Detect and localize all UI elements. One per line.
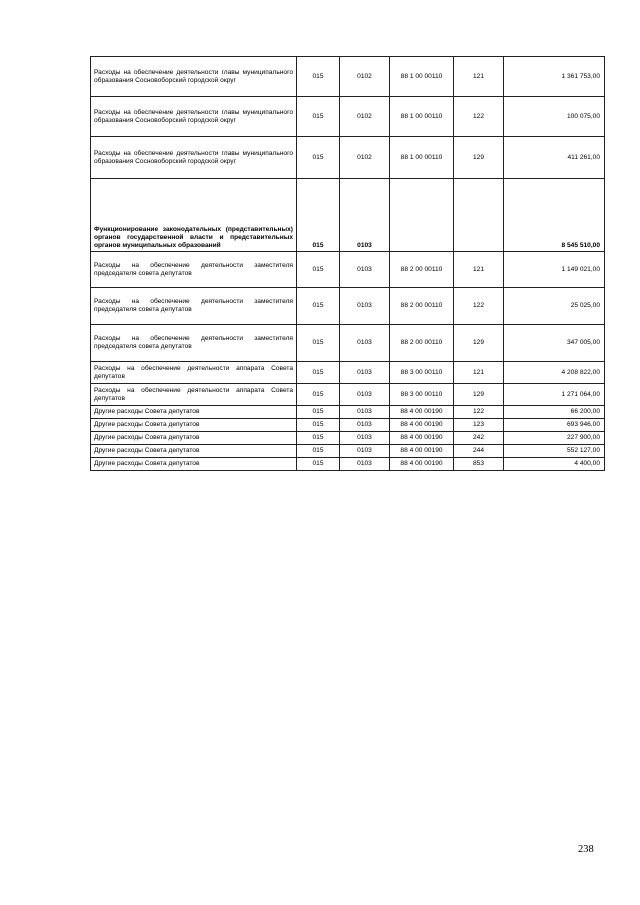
cell-rzpr: 0102 [340,57,390,97]
cell-vr: 123 [454,419,504,432]
table-row [91,252,605,288]
cell-amount: 100 075,00 [504,97,605,137]
cell-rzpr: 0103 [340,179,390,252]
budget-table-body [91,57,605,471]
cell-name: Другие расходы Совета депутатов [91,458,297,471]
cell-amount: 552 127,00 [504,445,605,458]
cell-rzpr: 0103 [340,406,390,419]
cell-amount: 4 208 822,00 [504,362,605,384]
cell-name: Функционирование законодательных (представительных) органов государственной власти и представительных органов муниципальных образований [91,179,297,252]
cell-rzpr: 0102 [340,137,390,179]
cell-csr [390,179,454,252]
cell-amount: 1 361 753,00 [504,57,605,97]
cell-rzpr: 0103 [340,432,390,445]
budget-table [90,56,605,471]
cell-name: Другие расходы Совета депутатов [91,445,297,458]
cell-csr: 88 2 00 00110 [390,325,454,362]
cell-ved: 015 [297,362,340,384]
cell-ved: 015 [297,419,340,432]
table-section-row [91,179,605,252]
cell-csr: 88 4 00 00190 [390,458,454,471]
table-row [91,325,605,362]
cell-rzpr: 0102 [340,97,390,137]
cell-name: Расходы на обеспечение деятельности главы муниципального образования Сосновоборский городской округ [91,57,297,97]
cell-name: Расходы на обеспечение деятельности аппарата Совета депутатов [91,384,297,406]
cell-name: Другие расходы Совета депутатов [91,419,297,432]
cell-name: Другие расходы Совета депутатов [91,406,297,419]
cell-csr: 88 3 00 00110 [390,362,454,384]
cell-amount: 8 545 510,00 [504,179,605,252]
cell-rzpr: 0103 [340,419,390,432]
cell-rzpr: 0103 [340,325,390,362]
cell-vr: 122 [454,406,504,419]
cell-name: Расходы на обеспечение деятельности главы муниципального образования Сосновоборский городской округ [91,97,297,137]
table-row [91,288,605,325]
cell-ved: 015 [297,458,340,471]
cell-name: Расходы на обеспечение деятельности заместителя председателя совета депутатов [91,252,297,288]
cell-name: Расходы на обеспечение деятельности заместителя председателя совета депутатов [91,288,297,325]
cell-vr: 853 [454,458,504,471]
cell-vr: 129 [454,137,504,179]
table-row [91,419,605,432]
cell-ved: 015 [297,288,340,325]
cell-vr: 242 [454,432,504,445]
cell-vr: 121 [454,252,504,288]
cell-amount: 411 261,00 [504,137,605,179]
table-row [91,137,605,179]
table-row [91,57,605,97]
cell-amount: 347 005,00 [504,325,605,362]
table-row [91,445,605,458]
cell-amount: 693 946,00 [504,419,605,432]
cell-amount: 4 400,00 [504,458,605,471]
cell-ved: 015 [297,57,340,97]
cell-ved: 015 [297,179,340,252]
cell-name: Расходы на обеспечение деятельности заместителя председателя совета депутатов [91,325,297,362]
cell-ved: 015 [297,384,340,406]
cell-vr: 129 [454,325,504,362]
cell-rzpr: 0103 [340,252,390,288]
cell-vr: 121 [454,362,504,384]
cell-rzpr: 0103 [340,362,390,384]
cell-csr: 88 1 00 00110 [390,137,454,179]
cell-rzpr: 0103 [340,384,390,406]
cell-vr: 122 [454,288,504,325]
cell-csr: 88 4 00 00190 [390,406,454,419]
page-number: 238 [578,844,594,855]
cell-csr: 88 4 00 00190 [390,445,454,458]
table-row [91,97,605,137]
cell-ved: 015 [297,97,340,137]
table-row [91,406,605,419]
cell-csr: 88 2 00 00110 [390,288,454,325]
cell-vr: 121 [454,57,504,97]
cell-amount: 1 271 064,00 [504,384,605,406]
cell-amount: 25 025,00 [504,288,605,325]
cell-ved: 015 [297,406,340,419]
cell-ved: 015 [297,252,340,288]
cell-csr: 88 4 00 00190 [390,432,454,445]
cell-rzpr: 0103 [340,458,390,471]
cell-csr: 88 3 00 00110 [390,384,454,406]
cell-ved: 015 [297,325,340,362]
cell-ved: 015 [297,137,340,179]
table-row [91,384,605,406]
cell-vr: 129 [454,384,504,406]
cell-ved: 015 [297,445,340,458]
cell-csr: 88 2 00 00110 [390,252,454,288]
cell-amount: 66 200,00 [504,406,605,419]
cell-rzpr: 0103 [340,288,390,325]
table-row [91,362,605,384]
cell-name: Расходы на обеспечение деятельности главы муниципального образования Сосновоборский городской округ [91,137,297,179]
cell-csr: 88 1 00 00110 [390,97,454,137]
cell-name: Расходы на обеспечение деятельности аппарата Совета депутатов [91,362,297,384]
cell-vr [454,179,504,252]
cell-rzpr: 0103 [340,445,390,458]
cell-amount: 227 900,00 [504,432,605,445]
cell-amount: 1 149 021,00 [504,252,605,288]
cell-name: Другие расходы Совета депутатов [91,432,297,445]
cell-ved: 015 [297,432,340,445]
cell-vr: 122 [454,97,504,137]
table-row [91,458,605,471]
cell-vr: 244 [454,445,504,458]
cell-csr: 88 1 00 00110 [390,57,454,97]
cell-csr: 88 4 00 00190 [390,419,454,432]
table-row [91,432,605,445]
